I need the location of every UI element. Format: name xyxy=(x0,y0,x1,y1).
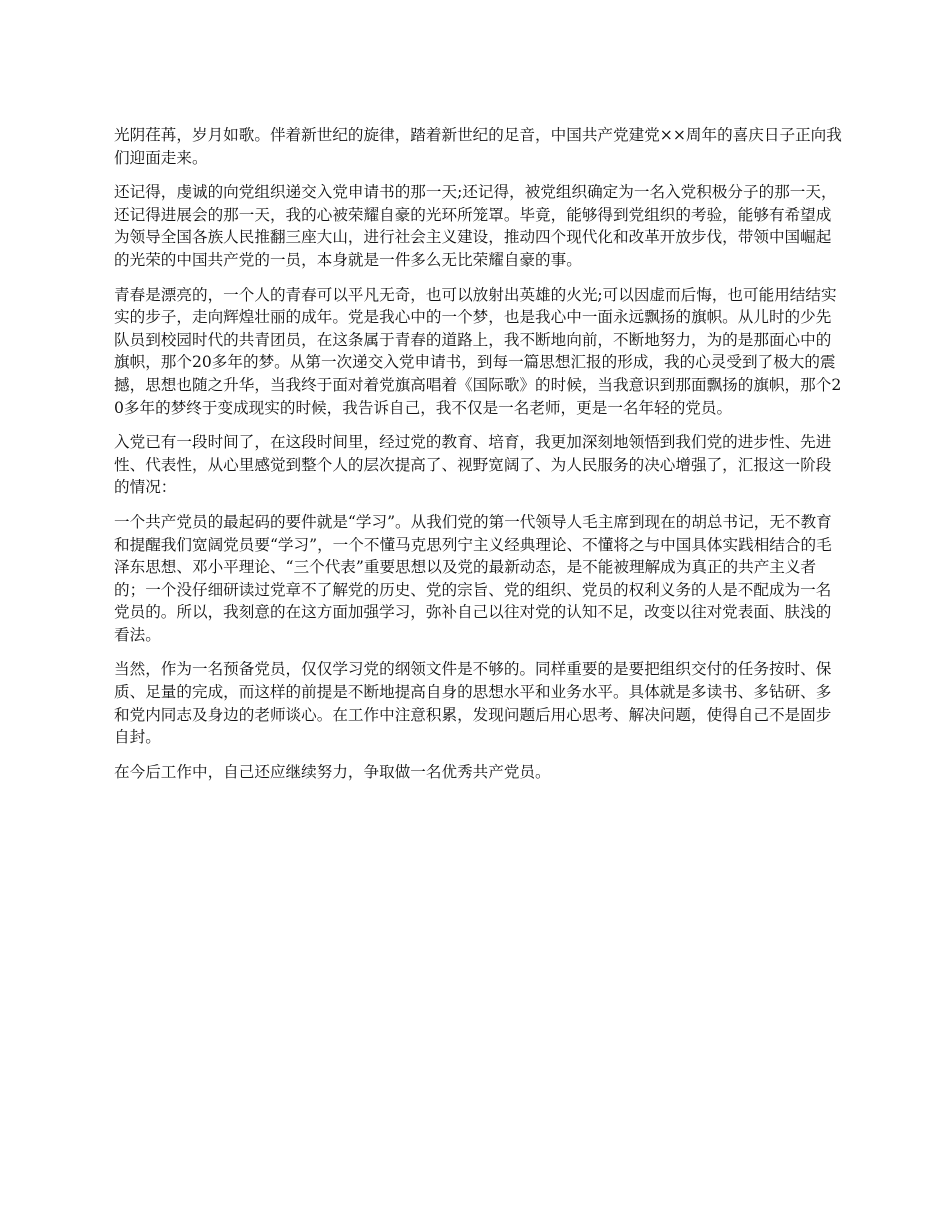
paragraph-6: 当然，作为一名预备党员，仅仅学习党的纲领文件是不够的。同样重要的是要把组织交付的任务按时、保质、足量的完成，而这样的前提是不断地提高自身的思想水平和业务水平。具体就是多读书、多钻研、多和党内同志及身边的老师谈心。在工作中注意积累，发现问题后用心思考、解决问题，使得自己不是固步自封。 xyxy=(114,660,832,747)
paragraph-7: 在今后工作中，自己还应继续努力，争取做一名优秀共产党员。 xyxy=(114,762,551,781)
paragraph-3: 青春是漂亮的，一个人的青春可以平凡无奇，也可以放射出英雄的火光;可以因虚而后悔，也可能用结结实实的步子，走向辉煌壮丽的成年。党是我心中的一个梦，也是我心中一面永远飘扬的旗帜。从儿时的少先队员到校园时代的共青团员，在这条属于青春的道路上，我不断地向前，不断地努力，为的是那面心中的旗帜，那个20多年的梦。从第一次递交入党申请书，到每一篇思想汇报的形成，我的心灵受到了极大的震撼，思想也随之升华，当我终于面对着党旗高唱着《国际歌》的时候，当我意识到那面飘扬的旗帜，那个20多年的梦终于变成现实的时候，我告诉自己，我不仅是一名老师，更是一名年轻的党员。 xyxy=(114,285,842,417)
paragraph-5: 一个共产党员的最起码的要件就是“学习”。从我们党的第一代领导人毛主席到现在的胡总书记，无不教育和提醒我们宽阔党员要“学习”，一个不懂马克思列宁主义经典理论、不懂将之与中国具体实践相结合的毛泽东思想、邓小平理论、“三个代表”重要思想以及党的最新动态，是不能被理解成为真正的共产主义者的；一个没仔细研读过党章不了解党的历史、党的宗旨、党的组织、党员的权利义务的人是不配成为一名党员的。所以，我刻意的在这方面加强学习，弥补自己以往对党的认知不足，改变以往对党表面、肤浅的看法。 xyxy=(114,512,832,644)
paragraph-1: 光阴荏苒，岁月如歌。伴着新世纪的旋律，踏着新世纪的足音，中国共产党建党××周年的喜庆日子正向我们迎面走来。 xyxy=(114,126,842,167)
paragraph-2: 还记得，虔诚的向党组织递交入党申请书的那一天;还记得，被党组织确定为一名入党积极分子的那一天，还记得进展会的那一天，我的心被荣耀自豪的光环所笼罩。毕竟，能够得到党组织的考验，能够有希望成为领导全国各族人民推翻三座大山，进行社会主义建设，推动四个现代化和改革开放步伐，带领中国崛起的光荣的中国共产党的一员，本身就是一件多么无比荣耀自豪的事。 xyxy=(114,183,837,269)
document-body xyxy=(114,124,842,795)
paragraph-4: 入党已有一段时间了，在这段时间里，经过党的教育、培育，我更加深刻地领悟到我们党的进步性、先进性、代表性，从心里感觉到整个人的层次提高了、视野宽阔了、为人民服务的决心增强了，汇报这一阶段的情况： xyxy=(114,433,832,497)
